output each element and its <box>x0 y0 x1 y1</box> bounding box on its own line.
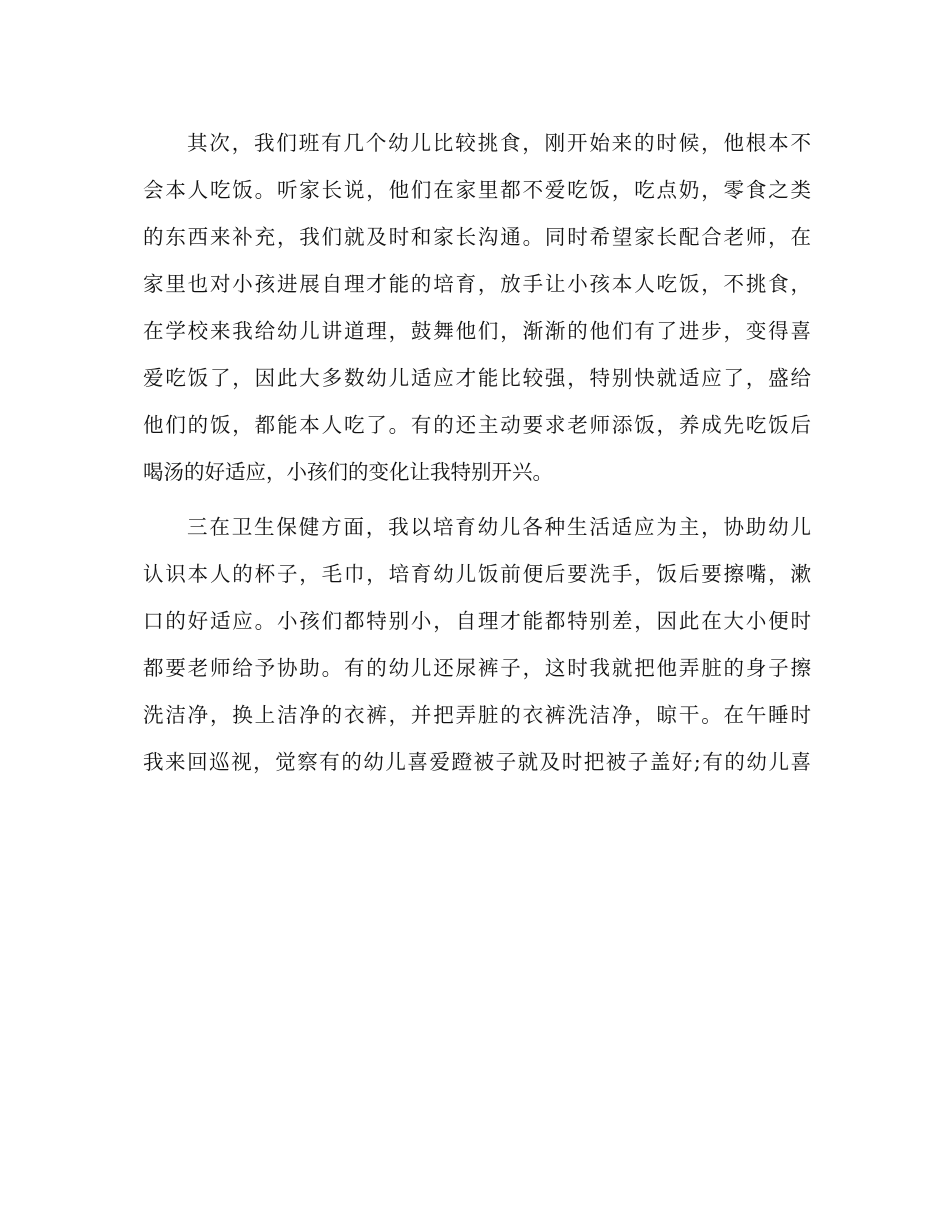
text-line: 认识本人的杯子，毛巾，培育幼儿饭前便后要洗手，饭后要擦嘴，漱 <box>143 562 811 586</box>
text-line: 其次，我们班有几个幼儿比较挑食，刚开始来的时候，他根本不 <box>187 131 811 155</box>
text-line: 会本人吃饭。听家长说，他们在家里都不爱吃饭，吃点奶，零食之类 <box>143 178 811 202</box>
text-line: 洗洁净，换上洁净的衣裤，并把弄脏的衣裤洗洁净，晾干。在午睡时 <box>143 703 811 727</box>
text-line: 在学校来我给幼儿讲道理，鼓舞他们，渐渐的他们有了进步，变得喜 <box>143 319 811 343</box>
paragraph-picky-eating <box>143 120 811 496</box>
text-line: 爱吃饭了，因此大多数幼儿适应才能比较强，特别快就适应了，盛给 <box>143 366 811 390</box>
text-line: 喝汤的好适应，小孩们的变化让我特别开兴。 <box>143 460 553 484</box>
text-line: 的东西来补充，我们就及时和家长沟通。同时希望家长配合老师，在 <box>143 225 811 249</box>
text-line: 家里也对小孩进展自理才能的培育，放手让小孩本人吃饭，不挑食， <box>143 272 811 296</box>
text-line: 三在卫生保健方面，我以培育幼儿各种生活适应为主，协助幼儿 <box>187 515 811 539</box>
text-line: 都要老师给予协助。有的幼儿还尿裤子，这时我就把他弄脏的身子擦 <box>143 656 811 680</box>
text-line: 我来回巡视，觉察有的幼儿喜爱蹬被子就及时把被子盖好;有的幼儿喜 <box>143 750 811 774</box>
text-line: 他们的饭，都能本人吃了。有的还主动要求老师添饭，养成先吃饭后 <box>143 413 811 437</box>
document-body <box>143 120 811 786</box>
paragraph-hygiene-care <box>143 504 811 786</box>
text-line: 口的好适应。小孩们都特别小，自理才能都特别差，因此在大小便时 <box>143 609 811 633</box>
